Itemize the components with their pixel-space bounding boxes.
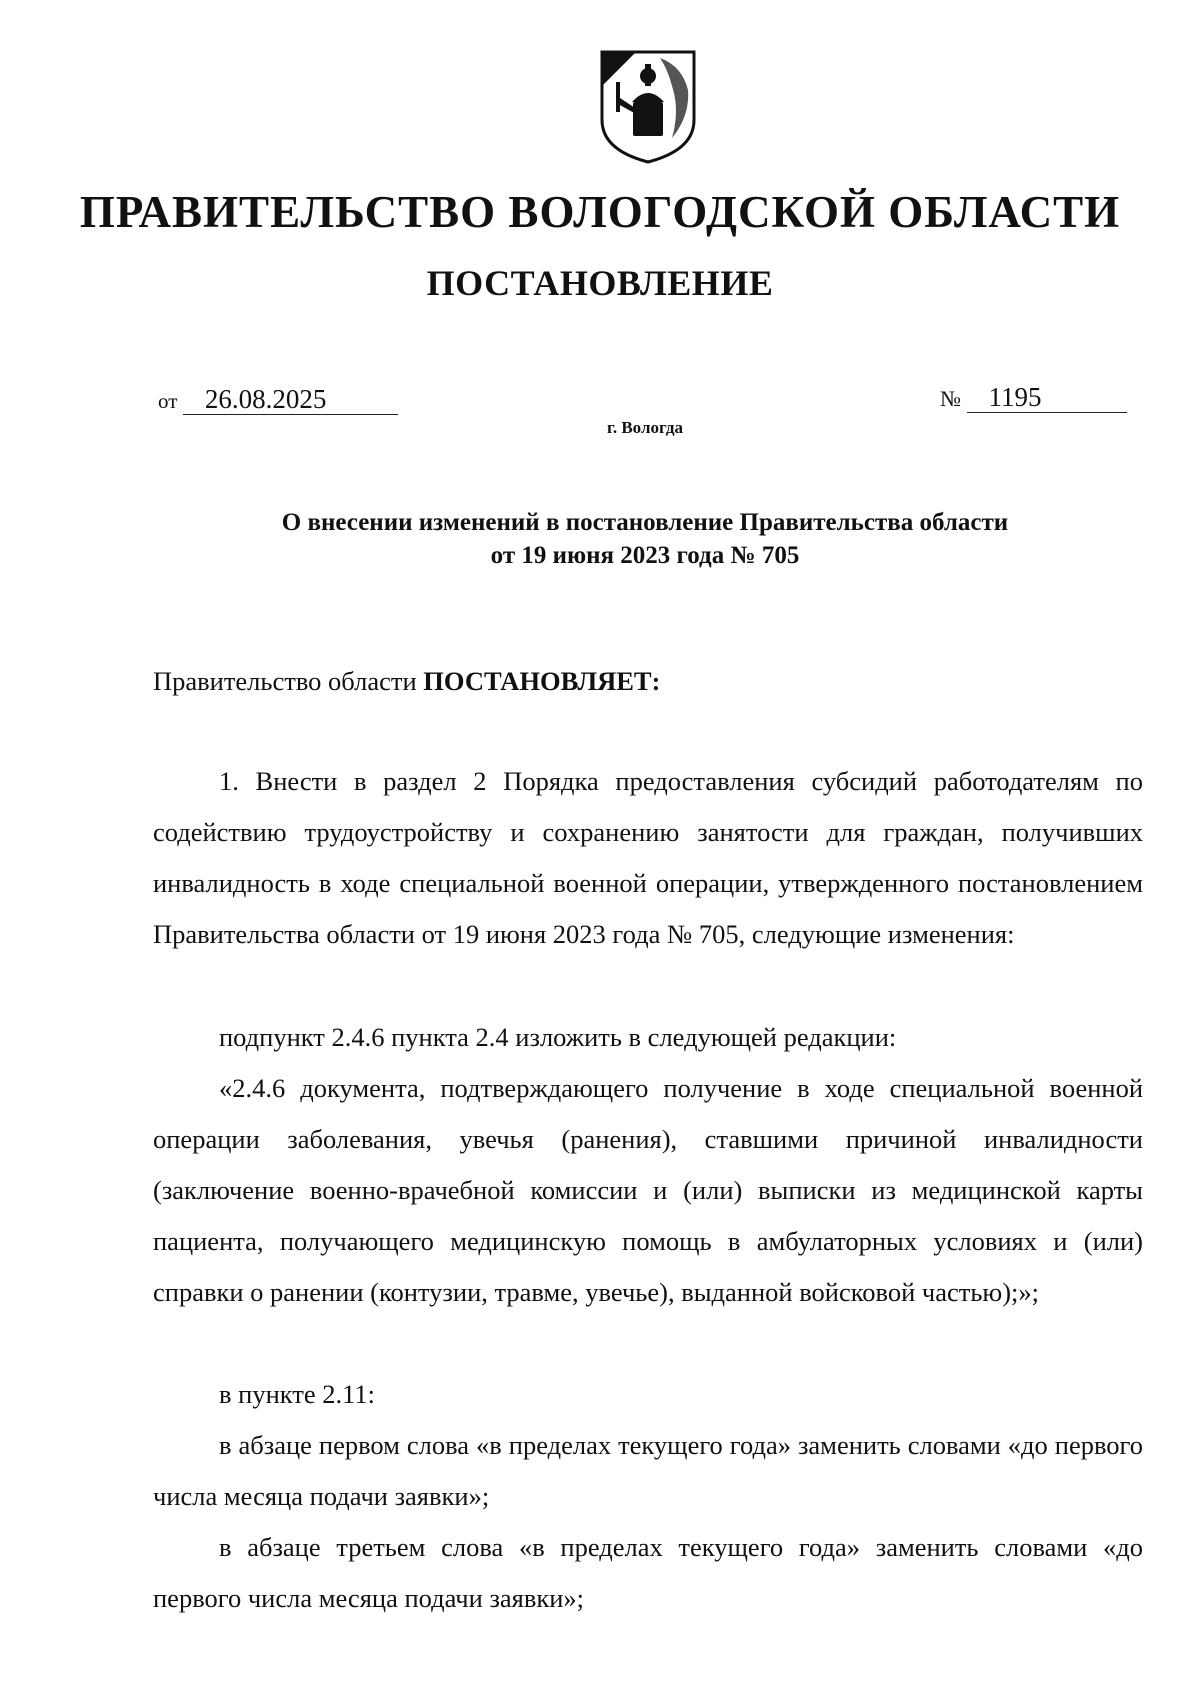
intro-text: Правительство области (153, 666, 424, 696)
document-type-title: ПОСТАНОВЛЕНИЕ (426, 263, 774, 303)
number-prefix: № (940, 386, 961, 411)
intro-statement (153, 666, 1143, 697)
city-label: г. Вологда (607, 418, 683, 437)
paragraph-6: в абзаце третьем слова «в пределах текущего года» заменить словами «до первого числа месяца подачи заявки»; (153, 1532, 1143, 1613)
intro-emphasis: ПОСТАНОВЛЯЕТ: (423, 666, 661, 696)
organization-title: ПРАВИТЕЛЬСТВО ВОЛОГОДСКОЙ ОБЛАСТИ (79, 187, 1121, 237)
document-number (940, 382, 1127, 413)
paragraph-5: в абзаце первом слова «в пределах текущего года» заменить словами «до первого числа месяца подачи заявки»; (153, 1430, 1143, 1511)
paragraph-3: «2.4.6 документа, подтверждающего получение в ходе специальной военной операции заболевания, увечья (ранения), ставшими причиной инвалидности (заключение военно-врачебной комиссии и (или) выписки из медицинской карты пациента, получающего медицинскую помощь в амбулаторных условиях и (или) справки о ранении (контузии, травме, увечье), выданной войсковой частью);»; (153, 1073, 1143, 1307)
document-date (158, 384, 398, 415)
paragraph-4: в пункте 2.11: (219, 1379, 375, 1409)
subject-line-1: О внесении изменений в постановление Правительства области (281, 509, 1009, 536)
paragraph-2: подпункт 2.4.6 пункта 2.4 изложить в следующей редакции: (219, 1022, 897, 1052)
coat-of-arms-emblem (598, 46, 698, 166)
paragraph-1: 1. Внести в раздел 2 Порядка предоставления субсидий работодателям по содействию трудоустройству и сохранению занятости для граждан, получивших инвалидность в ходе специальной военной операции, утвержденного постановлением Правительства области от 19 июня 2023 года № 705, следующие изменения: (153, 766, 1143, 949)
date-prefix: от (158, 389, 178, 413)
number-value: 1195 (967, 382, 1127, 413)
date-value: 26.08.2025 (183, 384, 398, 415)
document-subject (0, 506, 1200, 572)
subject-line-2: от 19 июня 2023 года № 705 (490, 542, 800, 569)
